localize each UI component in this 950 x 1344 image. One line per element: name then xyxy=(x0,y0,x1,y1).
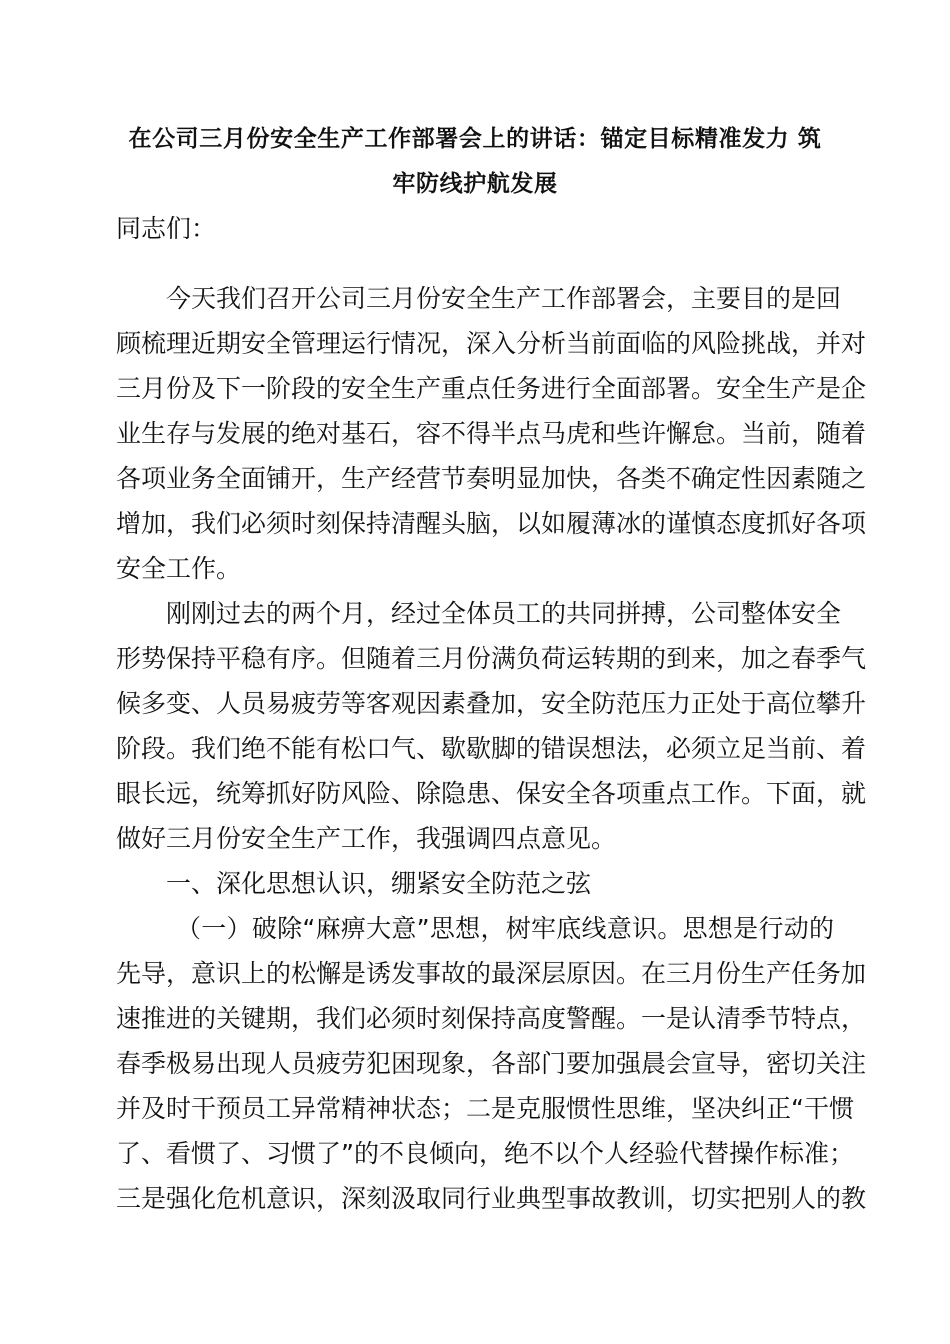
paragraph-2-line-5: 眼长远，统筹抓好防风险、除隐患、保安全各项重点工作。下面，就 xyxy=(116,779,867,808)
paragraph-1-line-5: 各项业务全面铺开，生产经营节奏明显加快，各类不确定性因素随之 xyxy=(116,464,867,493)
paragraph-2-line-1: 刚刚过去的两个月，经过全体员工的共同拼搏，公司整体安全 xyxy=(166,599,842,628)
paragraph-2-line-6: 做好三月份安全生产工作，我强调四点意见。 xyxy=(116,824,617,853)
salutation: 同志们： xyxy=(116,214,217,243)
document-title-line-2: 牢防线护航发展 xyxy=(392,171,558,197)
paragraph-3-line-5: 并及时干预员工异常精神状态；二是克服惯性思维，坚决纠正“干惯 xyxy=(116,1094,854,1123)
paragraph-3-line-4: 春季极易出现人员疲劳犯困现象，各部门要加强晨会宣导，密切关注 xyxy=(116,1049,867,1078)
paragraph-1-line-6: 增加，我们必须时刻保持清醒头脑，以如履薄冰的谨慎态度抓好各项 xyxy=(116,509,867,538)
section-1-heading: 一、深化思想认识，绷紧安全防范之弦 xyxy=(166,869,592,898)
paragraph-1-line-7: 安全工作。 xyxy=(116,554,242,583)
paragraph-3-line-2: 先导，意识上的松懈是诱发事故的最深层原因。在三月份生产任务加 xyxy=(116,959,867,988)
paragraph-2-line-2: 形势保持平稳有序。但随着三月份满负荷运转期的到来，加之春季气 xyxy=(116,644,867,673)
paragraph-2-line-3: 候多变、人员易疲劳等客观因素叠加，安全防范压力正处于高位攀升 xyxy=(116,689,867,718)
paragraph-2-line-4: 阶段。我们绝不能有松口气、歇歇脚的错误想法，必须立足当前、着 xyxy=(116,734,867,763)
paragraph-1-line-2: 顾梳理近期安全管理运行情况，深入分析当前面临的风险挑战，并对 xyxy=(116,329,867,358)
document-title-line-1: 在公司三月份安全生产工作部署会上的讲话：锚定目标精准发力 筑 xyxy=(128,126,822,152)
paragraph-3-line-1: （一）破除“麻痹大意”思想，树牢底线意识。思想是行动的 xyxy=(176,914,834,943)
paragraph-1-line-3: 三月份及下一阶段的安全生产重点任务进行全面部署。安全生产是企 xyxy=(116,374,867,403)
paragraph-3-line-3: 速推进的关键期，我们必须时刻保持高度警醒。一是认清季节特点， xyxy=(116,1004,867,1033)
paragraph-3-line-6: 了、看惯了、习惯了”的不良倾向，绝不以个人经验代替操作标准； xyxy=(116,1139,854,1168)
paragraph-3-line-7: 三是强化危机意识，深刻汲取同行业典型事故教训，切实把别人的教 xyxy=(116,1184,867,1213)
paragraph-1-line-1: 今天我们召开公司三月份安全生产工作部署会，主要目的是回 xyxy=(166,284,842,313)
paragraph-1-line-4: 业生存与发展的绝对基石，容不得半点马虎和些许懈怠。当前，随着 xyxy=(116,419,867,448)
